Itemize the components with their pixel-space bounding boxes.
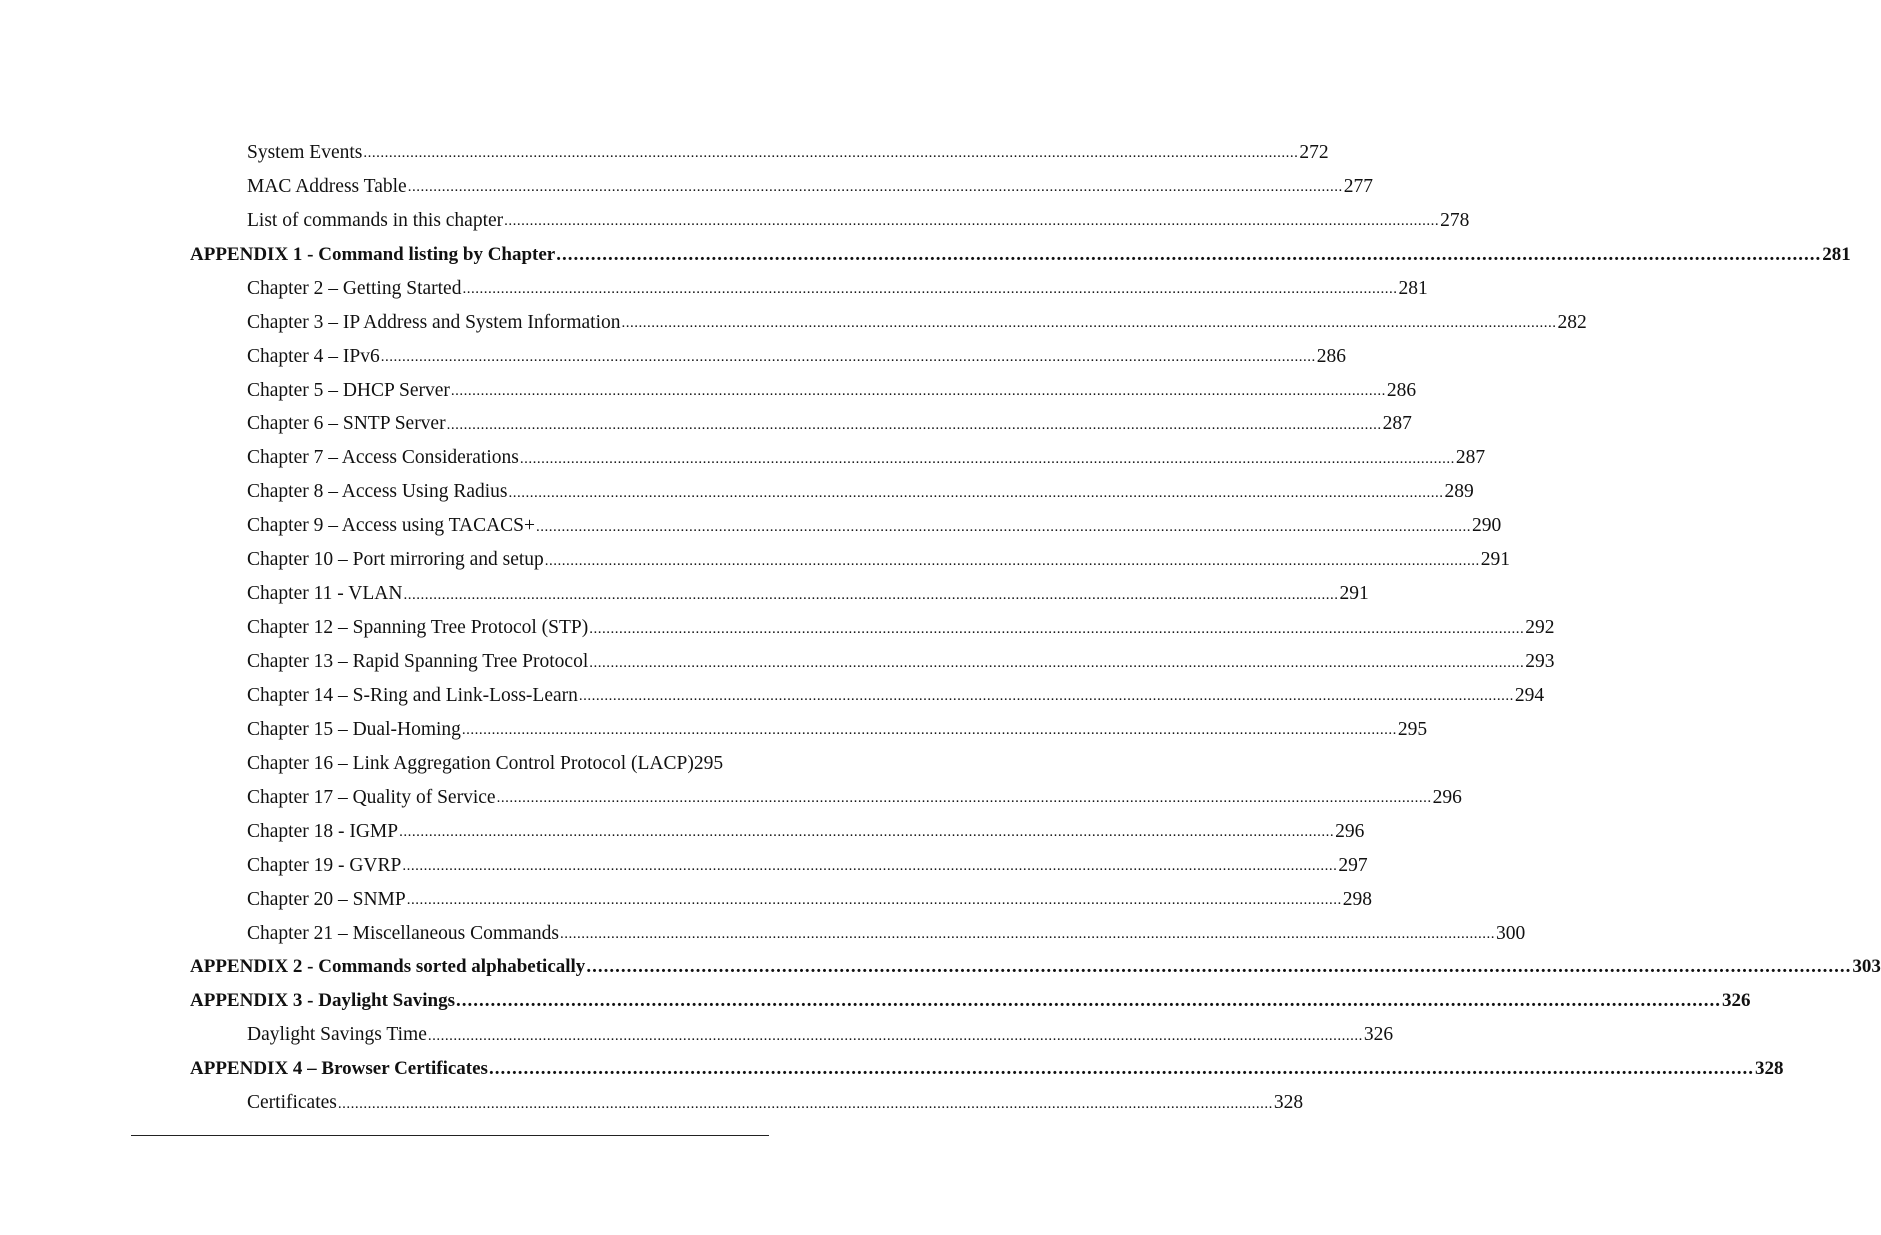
toc-entry-title: MAC Address Table [247,175,407,197]
toc-page-number: 272 [1299,141,1329,163]
toc-entry[interactable] [190,611,1555,645]
toc-entry-title: Chapter 20 – SNMP [247,888,406,910]
toc-page-number: 291 [1339,583,1369,605]
toc-page-number: 278 [1440,209,1470,231]
toc-entry-title: Chapter 7 – Access Considerations [247,447,519,469]
toc-page-number: 293 [1525,651,1555,673]
toc-page-number: 328 [1273,1092,1304,1114]
dot-leader: ............................................................................................................................................................................................................................ [578,688,1514,705]
toc-entry[interactable] [190,340,1346,374]
toc-entry-title: Chapter 15 – Dual-Homing [247,718,461,740]
toc-page-number: 291 [1480,549,1511,571]
toc-page-number: 326 [1721,990,1751,1012]
toc-entry[interactable] [190,713,1428,747]
dot-leader: ............................................................................................................................................................................................................................ [461,722,1397,739]
toc-page-number: 281 [1398,277,1428,299]
toc-entry-title: APPENDIX 3 - Daylight Savings [190,990,455,1012]
toc-entry-title: Chapter 8 – Access Using Radius [247,481,508,503]
toc-page-number: 290 [1472,515,1502,537]
dot-leader: ............................................................................................................................................................................................................................ [462,281,1398,298]
toc-entry[interactable] [190,441,1486,475]
dot-leader: ............................................................................................................................................................................................................................ [337,1095,1273,1112]
toc-entry-title: System Events [247,141,363,163]
dot-leader: ............................................................................................................................................................................................................................ [508,484,1444,501]
toc-page-number: 287 [1382,413,1412,435]
toc-entry[interactable] [190,543,1511,577]
toc-page-number: 292 [1525,617,1555,639]
toc-entry[interactable] [190,170,1373,204]
dot-leader: ............................................................................................................................................................................................................................ [589,654,1525,671]
toc-entry[interactable] [190,747,819,781]
dot-leader: ............................................................................................................................................................................................................................ [621,315,1557,332]
toc-entry-title: APPENDIX 4 – Browser Certificates [190,1058,488,1080]
toc-entry[interactable] [190,475,1474,509]
toc-entry[interactable] [190,306,1587,340]
toc-entry-title: List of commands in this chapter [247,209,504,231]
toc-entry[interactable] [190,645,1555,679]
dot-leader: ............................................................................................................................................................................................................................ [504,213,1440,230]
toc-entry-title: Certificates [247,1092,337,1114]
toc-page-number: 303 [1852,956,1881,978]
dot-leader: ............................................................................................................................................................................................................................ [446,416,1382,433]
toc-entry-title: Chapter 19 - GVRP [247,854,402,876]
toc-entry[interactable] [190,374,1417,408]
toc-page-number: 287 [1455,447,1486,469]
toc-page-number: 328 [1754,1058,1784,1080]
dot-leader: ............................................................................................................................................................................................................................ [586,956,1852,978]
toc-entry[interactable] [190,136,1329,170]
toc-appendix-entry[interactable] [190,984,1751,1018]
toc-page-number: 295 [693,752,724,774]
toc-page-number: 297 [1338,854,1368,876]
dot-leader: ............................................................................................................................................................................................................................ [544,552,1480,569]
toc-page-number: 295 [1397,718,1428,740]
toc-page-number: 298 [1342,888,1372,910]
toc-entry-title: Chapter 10 – Port mirroring and setup [247,549,544,571]
toc-page-number: 326 [1363,1024,1394,1046]
toc-entry[interactable] [190,577,1369,611]
dot-leader: ............................................................................................................................................................................................................................ [450,383,1386,400]
dot-leader: ............................................................................................................................................................................................................................ [488,1058,1754,1080]
toc-entry[interactable] [190,408,1412,442]
toc-page-number: 296 [1335,820,1365,842]
toc-page-number: 286 [1316,345,1346,367]
toc-appendix-entry[interactable] [190,238,1851,272]
toc-entry[interactable] [190,849,1368,883]
toc-entry[interactable] [190,272,1428,306]
toc-entry-title: Chapter 4 – IPv6 [247,345,380,367]
dot-leader: ............................................................................................................................................................................................................................ [559,926,1495,943]
dot-leader: ............................................................................................................................................................................................................................ [455,990,1721,1012]
dot-leader: ............................................................................................................................................................................................................................ [399,824,1335,841]
toc-entry-title: Chapter 18 - IGMP [247,820,399,842]
toc-entry-title: Chapter 14 – S-Ring and Link-Loss-Learn [247,684,578,706]
toc-page-number: 294 [1514,684,1545,706]
toc-entry-title: Chapter 12 – Spanning Tree Protocol (STP) [247,617,589,639]
toc-page-number: 296 [1432,786,1462,808]
toc-entry[interactable] [190,679,1545,713]
footer-rule [131,1135,769,1136]
toc-entry-title: Chapter 11 - VLAN [247,583,403,605]
toc-entry-title: Chapter 13 – Rapid Spanning Tree Protocol [247,651,589,673]
toc-entry-title: Chapter 17 – Quality of Service [247,786,496,808]
dot-leader: ............................................................................................................................................................................................................................ [363,145,1299,162]
toc-appendix-entry[interactable] [190,1052,1784,1086]
dot-leader: ............................................................................................................................................................................................................................ [380,349,1316,366]
dot-leader: ............................................................................................................................................................................................................................ [589,620,1525,637]
toc-entry-title: Chapter 5 – DHCP Server [247,379,450,401]
toc-entry[interactable] [190,1086,1304,1120]
toc-entry[interactable] [190,917,1526,951]
toc-entry-title: Chapter 16 – Link Aggregation Control Protocol (LACP) [247,752,694,774]
toc-page-number: 282 [1557,311,1587,333]
dot-leader: ............................................................................................................................................................................................................................ [406,892,1342,909]
toc-entry[interactable] [190,509,1502,543]
toc-entry-title: Daylight Savings Time [247,1024,427,1046]
toc-entry-title: Chapter 2 – Getting Started [247,277,462,299]
toc-entry[interactable] [190,204,1470,238]
dot-leader: ............................................................................................................................................................................................................................ [403,586,1339,603]
dot-leader: ............................................................................................................................................................................................................................ [407,179,1343,196]
toc-page-number: 286 [1386,379,1417,401]
toc-entry-title: Chapter 9 – Access using TACACS+ [247,515,536,537]
toc-entry-title: APPENDIX 2 - Commands sorted alphabetically [190,956,586,978]
dot-leader: ............................................................................................................................................................................................................................ [402,858,1338,875]
table-of-contents [190,136,1881,1120]
toc-entry-title: APPENDIX 1 - Command listing by Chapter [190,243,556,265]
dot-leader: ............................................................................................................................................................................................................................ [519,450,1455,467]
toc-appendix-entry[interactable] [190,951,1881,985]
dot-leader: ............................................................................................................................................................................................................................ [496,790,1432,807]
toc-page-number: 281 [1822,243,1851,265]
toc-entry[interactable] [190,815,1365,849]
toc-entry-title: Chapter 21 – Miscellaneous Commands [247,922,559,944]
dot-leader: ............................................................................................................................................................................................................................ [536,518,1472,535]
toc-entry[interactable] [190,781,1462,815]
dot-leader: ............................................................................................................................................................................................................................ [427,1027,1363,1044]
dot-leader: ............................................................................................................................................................................................................................ [556,243,1822,265]
toc-entry[interactable] [190,883,1372,917]
toc-page-number: 300 [1495,922,1526,944]
toc-entry[interactable] [190,1018,1394,1052]
toc-page-number: 289 [1444,481,1474,503]
toc-page-number: 277 [1343,175,1373,197]
toc-entry-title: Chapter 6 – SNTP Server [247,413,446,435]
toc-entry-title: Chapter 3 – IP Address and System Information [247,311,621,333]
